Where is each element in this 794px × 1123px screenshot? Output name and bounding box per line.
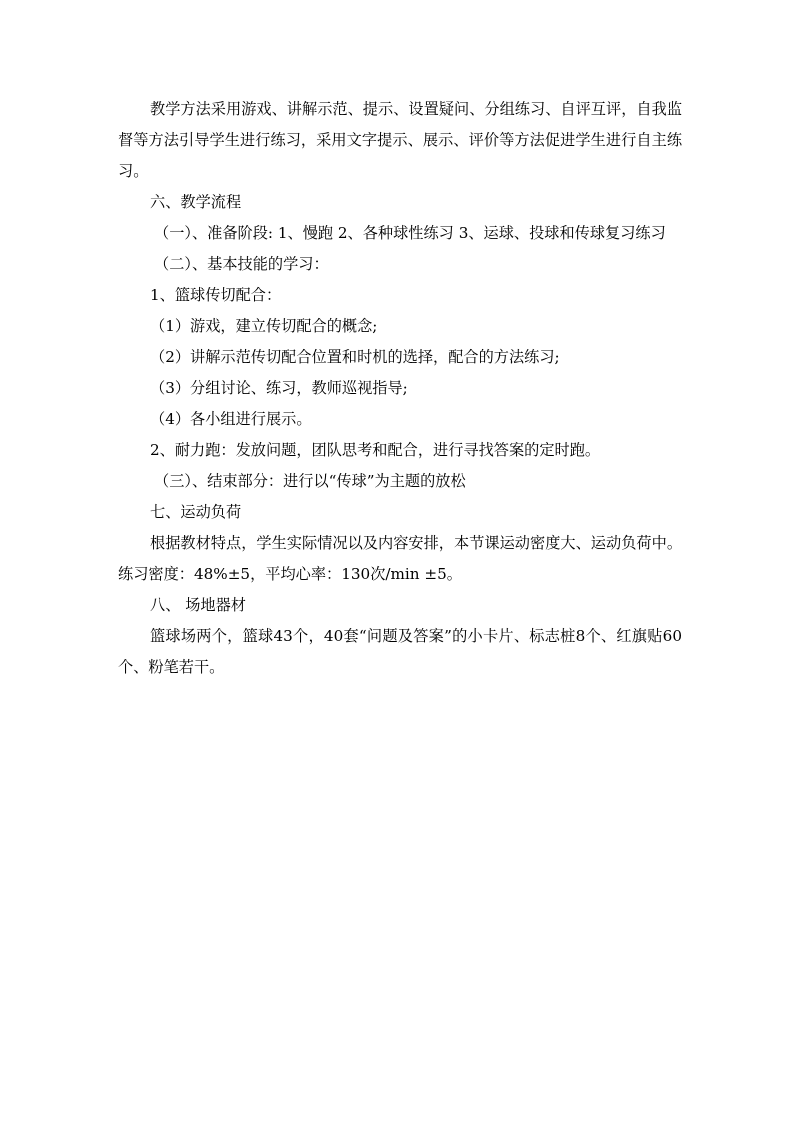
section-heading-venue-equipment: 八、 场地器材 — [150, 596, 246, 614]
list-item-group-show: （4）各小组进行展示。 — [150, 410, 312, 428]
list-item-demonstration: （2）讲解示范传切配合位置和时机的选择，配合的方法练习; — [150, 348, 560, 366]
section-heading-teaching-flow: 六、教学流程 — [150, 193, 242, 211]
exercise-load-paragraph: 根据教材特点，学生实际情况以及内容安排，本节课运动密度大、运动负荷中。练习密度：48%±5，平均心率：130次/min ±5。 — [118, 534, 682, 583]
preparation-stage-paragraph: （一）、准备阶段: 1、慢跑 2、各种球性练习 3、运球、投球和传球复习练习 — [154, 224, 666, 242]
section-heading-exercise-load: 七、运动负荷 — [150, 503, 242, 521]
list-item-game: （1）游戏，建立传切配合的概念; — [150, 317, 378, 335]
closing-part-paragraph: （三）、结束部分：进行以“传球”为主题的放松 — [154, 472, 466, 490]
list-item-group-discussion: （3）分组讨论、练习，教师巡视指导; — [150, 379, 408, 397]
endurance-run-paragraph: 2、耐力跑：发放问题，团队思考和配合，进行寻找答案的定时跑。 — [150, 441, 601, 459]
document-page — [118, 94, 682, 683]
teaching-method-paragraph: 教学方法采用游戏、讲解示范、提示、设置疑问、分组练习、自评互评，自我监督等方法引导学生进行练习，采用文字提示、展示、评价等方法促进学生进行自主练习。 — [118, 100, 682, 180]
basketball-pass-cut-heading: 1、篮球传切配合： — [150, 286, 282, 304]
venue-equipment-paragraph: 篮球场两个，篮球43个，40套“问题及答案”的小卡片、标志桩8个、红旗贴60个、粉笔若干。 — [118, 627, 682, 676]
basic-skills-heading: （二）、基本技能的学习： — [154, 255, 329, 273]
